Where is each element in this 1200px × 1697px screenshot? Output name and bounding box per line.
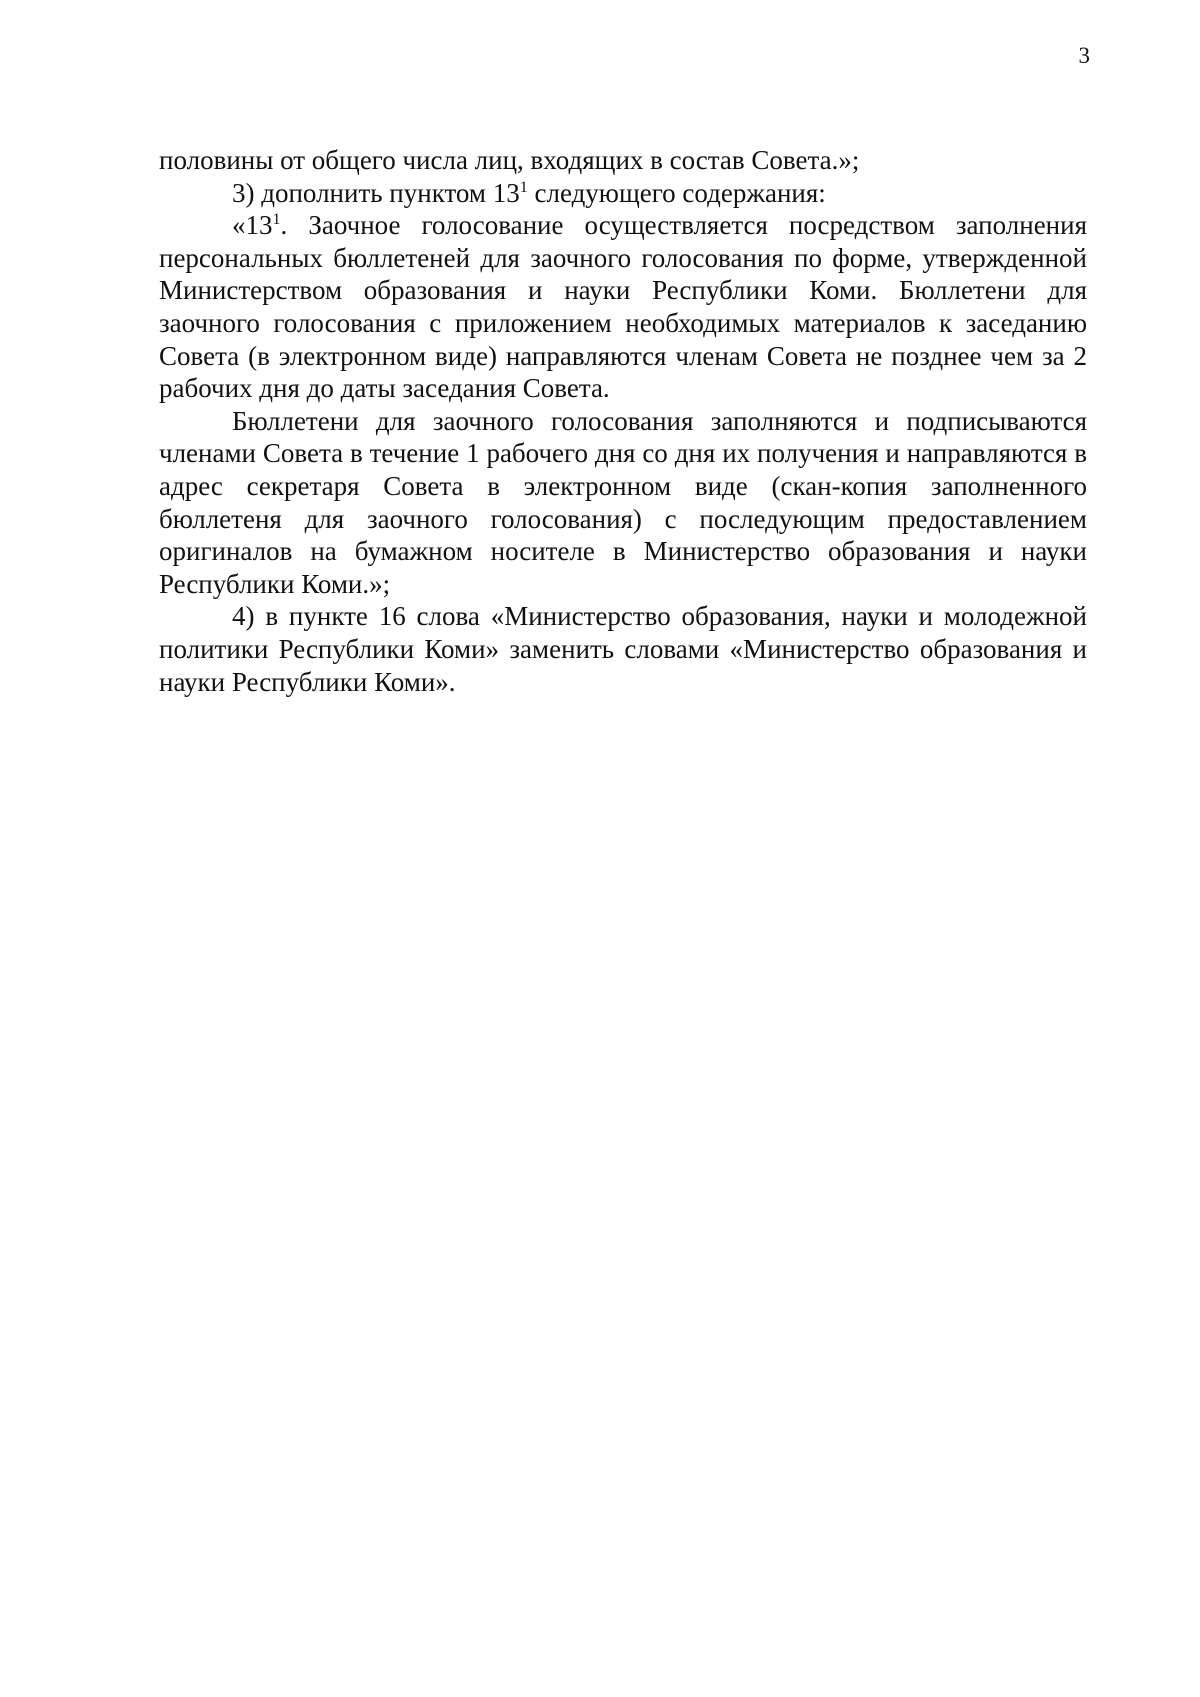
paragraph-text: Бюллетени для заочного голосования заполняются и подписываются членами Совета в течение 1 рабочего дня со дня их получения и направляются в адрес секретаря Совета в электронном виде (скан-копия заполненного бюллетеня для заочного голосования) с последующим предоставлением оригиналов на бумажном носителе в Министерство образования и науки Республики Коми.»; <box>159 405 1087 599</box>
paragraph-clause-13-1 <box>159 209 1087 405</box>
superscript: 1 <box>519 178 528 196</box>
paragraph-continuation <box>159 144 1087 177</box>
document-body <box>159 144 1087 698</box>
paragraph-item-4 <box>159 600 1087 698</box>
paragraph-text: половины от общего числа лиц, входящих в состав Совета.»; <box>159 145 860 175</box>
paragraph-text: 4) в пункте 16 слова «Министерство образования, науки и молодежной политики Республики Коми» заменить словами «Министерство образования и науки Республики Коми». <box>159 601 1087 697</box>
paragraph-text-before: «13 <box>232 210 273 241</box>
paragraph-text-after: следующего содержания: <box>527 177 826 208</box>
page-number: 3 <box>1078 43 1090 68</box>
superscript: 1 <box>272 211 281 229</box>
paragraph-ballots <box>159 405 1087 601</box>
paragraph-text-before: 3) дополнить пунктом 13 <box>232 177 520 208</box>
paragraph-item-3 <box>159 177 1087 210</box>
paragraph-text-after: . Заочное голосование осуществляется посредством заполнения персональных бюллетеней для заочного голосования по форме, утвержденной Министерством образования и науки Республики Коми. Бюллетени для заочного голосования с приложением необходимых материалов к заседанию Совета (в электронном виде) направляются членам Совета не позднее чем за 2 рабочих дня до даты заседания Совета. <box>159 210 1087 404</box>
